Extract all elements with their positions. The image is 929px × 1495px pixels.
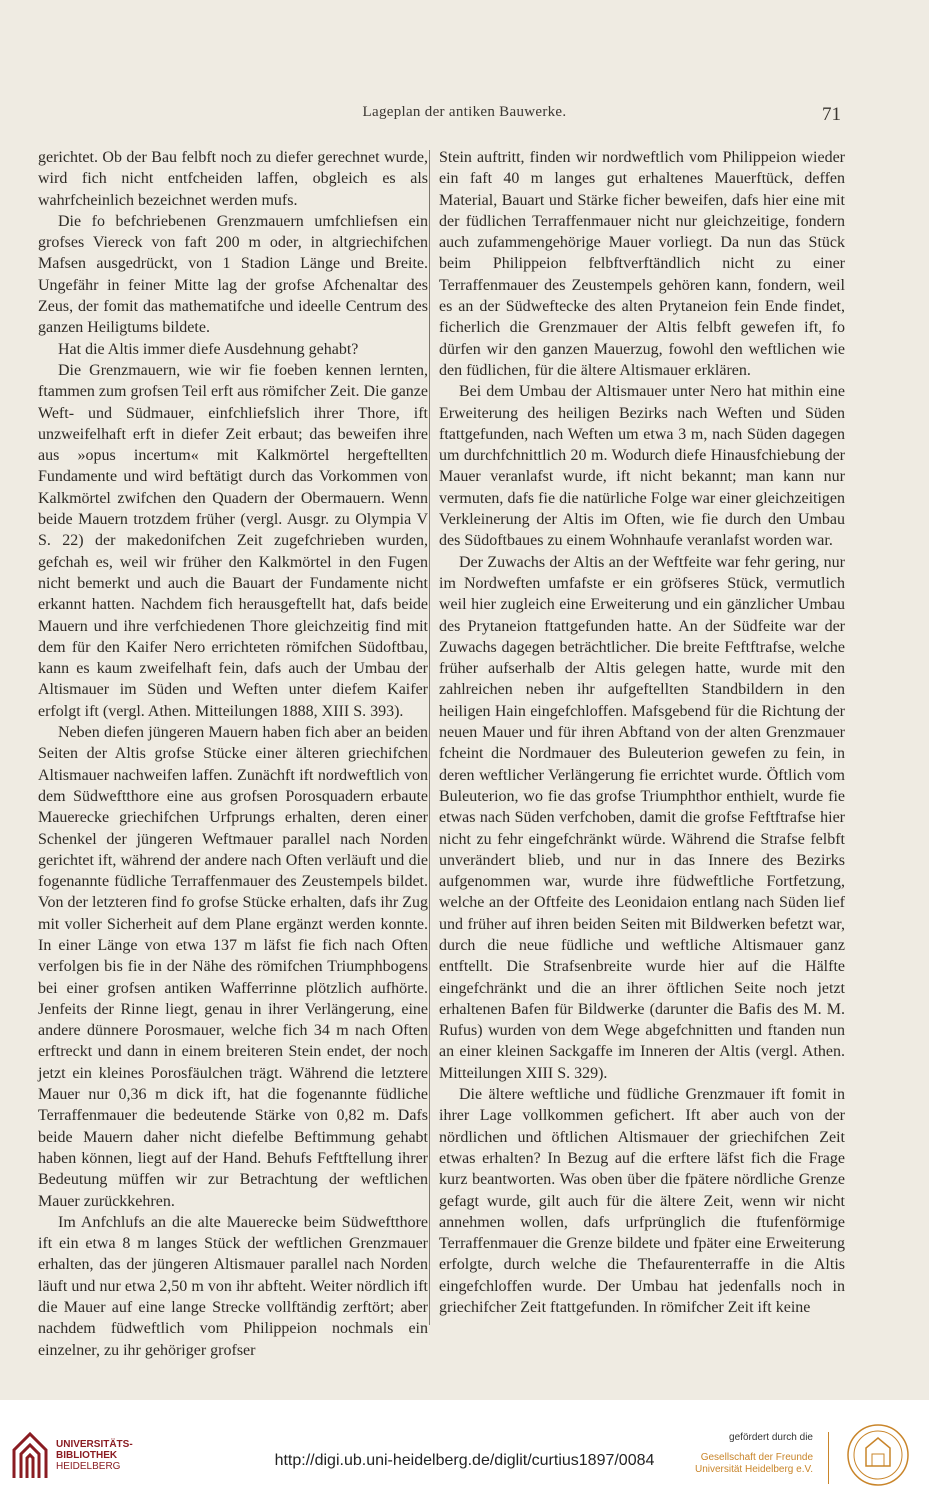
university-seal-icon bbox=[841, 1422, 915, 1488]
library-line: UNIVERSITÄTS- bbox=[56, 1439, 133, 1450]
paragraph: Die fo befchriebenen Grenzmauern umfchliefsen ein grofses Viereck von faft 200 m oder, in altgriechifchen Mafsen ausgedrückt, von 1 Stadion Länge und Breite. Ungefähr in feiner Mitte lag der grofse Afchenaltar des Zeus, der fomit das mathematifche und ideelle Centrum des ganzen Heiligtums bildete. bbox=[38, 212, 428, 337]
column-divider bbox=[429, 150, 430, 1325]
paragraph: Im Anfchlufs an die alte Mauerecke beim Südweftthore ift ein etwa 8 m langes Stück der weftlichen Grenzmauer erhalten, das der jüngeren Altismauer parallel nach Norden läuft und nur etwa 2,50 m von ihr abfteht. Weiter nördlich ift die Mauer auf eine lange Strecke vollftändig zerftört; aber nachdem füdweftlich vom Philippeion nochmals ein einzelner, zu ihr gehöriger grofser bbox=[38, 1213, 428, 1359]
sponsor-org: Universität Heidelberg e.V. bbox=[694, 1464, 813, 1475]
right-column bbox=[439, 147, 845, 1318]
paragraph: Stein auftritt, finden wir nordweftlich vom Philippeion wieder ein faft 40 m langes gut erhaltenes Mauerftück, deffen Material, Bauart und Stärke ficher beweifen, dafs hier eine mit der füdlichen Terraffenmauer nicht nur gleichzeitige, fondern auch zufammengehörige Mauer vorliegt. Da nun das Stück beim Philippeion felbftverftändlich nicht zu einer Terraffenmauer des Zeustempels gehören kann, fondern, weil es an der Südweftecke des alten Prytaneion fein Ende findet, ficherlich die Grenzmauer der Altis felbft gewefen ift, fo dürfen wir den ganzen Mauerzug, fowohl den weftlichen wie den füdlichen, für die ältere Altismauer erklären. bbox=[439, 149, 845, 379]
paragraph: Die ältere weftliche und füdliche Grenzmauer ift fomit in ihrer Lage vollkommen gefichert. Ift aber auch von der nördlichen und öftlichen Altismauer der griechifchen Zeit etwas erhalten? In Bezug auf die erftere läfst fich die Frage kurz beantworten. Was oben über die fpätere nördliche Grenze gefagt wurde, gilt auch für die ältere Zeit, wenn wir nicht annehmen wollen, dafs urfprünglich die ftufenförmige Terraffenmauer die Grenze bildete und fpäter eine Erweiterung erfolgte, durch welche die Thefaurenterraffe in die Altis eingefchloffen wurde. Der Umbau hat jedenfalls noch in griechifcher Zeit ftattgefunden. In römifcher Zeit ift keine bbox=[439, 1086, 845, 1317]
library-line: BIBLIOTHEK bbox=[56, 1450, 118, 1461]
paragraph: Bei dem Umbau der Altismauer unter Nero hat mithin eine Erweiterung des heiligen Bezirks nach Weften und Süden ftattgefunden, nach Weften um etwa 3 m, nach Süden dagegen um durchfchnittlich 20 m. Wodurch diefe Hinausfchiebung der Mauer veranlafst wurde, ift nicht bekannt; man kann nur vermuten, dafs fie die natürliche Folge war einer gleichzeitigen Verkleinerung der Altis im Often, wie fie durch den Umbau des Südoftbaues zu einem Wohnhaufe veranlafst worden war. bbox=[439, 383, 845, 550]
sponsor-divider bbox=[828, 1432, 829, 1484]
permalink-url[interactable]: http://digi.ub.uni-heidelberg.de/diglit/curtius1897/0084 bbox=[274, 1452, 655, 1469]
running-title: Lageplan der antiken Bauwerke. bbox=[362, 104, 567, 120]
library-line: HEIDELBERG bbox=[56, 1461, 121, 1472]
sponsor-org: Gesellschaft der Freunde bbox=[700, 1452, 813, 1463]
paragraph: Hat die Altis immer diefe Ausdehnung gehabt? bbox=[58, 340, 359, 358]
sponsor-lead: gefördert durch die bbox=[729, 1432, 813, 1443]
paragraph: gerichtet. Ob der Bau felbft noch zu diefer gerechnet wurde, wird fich nicht entfcheiden laffen, obgleich es als wahrfcheinlich bezeichnet werden mufs. bbox=[38, 149, 428, 209]
paragraph: Der Zuwachs der Altis an der Weftfeite war fehr gering, nur im Nordweften umfafste er ein gröfseres Stück, vermutlich weil hier zugleich eine Erweiterung und ein gänzlicher Umbau des Prytaneion ftattgefunden hatte. An der Südfeite war der Zuwachs dagegen beträchtlicher. Die breite Feftftrafse, welche früher aufserhalb der Altis gelegen hatte, wurde mit den zahlreichen neben ihr aufgeftellten Standbildern in den heiligen Hain eingefchloffen. Mafsgebend für die Richtung der neuen Mauer und für ihren Abftand von der alten Grenzmauer fcheint die Nordmauer des Buleuterion gewefen zu fein, in deren weftlicher Verlängerung fie errichtet wurde. Öftlich vom Buleuterion, wo fie das grofse Triumphthor enthielt, wurde fie etwas nach Süden verfchoben, damit die grofse Feftftrafse hier nicht zu fehr eingefchränkt würde. Während die Strafse felbft unverändert blieb, und nur in das Innere des Bezirks aufgenommen war, wurde ihre füdweftliche Fortfetzung, welche an der Oftfeite des Leonidaion entlang nach Süden lief und früher auf ihren beiden Seiten mit Bildwerken befetzt war, durch die neue füdliche und weftliche Altismauer ganz entftellt. Die Strafsenbreite wurde hier auf die Hälfte eingefchränkt und die an ihrer öftlichen Seite noch jetzt erhaltenen Bafen für Bildwerke (darunter die Bafis des M. M. Rufus) wurden von dem Wege abgefchnitten und ftanden nun an einer kleinen Sackgaffe im Inneren der Altis (vergl. Athen. Mitteilungen XIII S. 329). bbox=[439, 553, 845, 1082]
paragraph: Neben diefen jüngeren Mauern haben fich aber an beiden Seiten der Altis grofse Stücke einer älteren griechifchen Altismauer nachweifen laffen. Zunächft ift nordweftlich von dem Südweftthore eine aus grofsen Porosquadern erbaute Mauerecke griechifchen Urfprungs erhalten, deren einer Schenkel der jüngeren Weftmauer parallel nach Norden gerichtet ift, während der andere nach Often verläuft und die fogenannte füdliche Terraffenmauer des Zeustempels bildet. Von der letzteren find fo grofse Stücke erhalten, dafs ihr Zug mit voller Sicherheit auf dem Plane ergänzt werden konnte. In einer Länge von etwa 137 m läfst fie fich nach Often verfolgen bis fie in der Nähe des römifchen Triumphbogens bei einer grofsen antiken Wafferrinne plötzlich aufhörte. Jenfeits der Rinne liegt, genau in ihrer Verlängerung, eine andere dünnere Porosmauer, welche fich 34 m nach Often erftreckt und dann in einem breiteren Stein endet, der noch jetzt ein kleines Porosfäulchen trägt. Während die letztere Mauer nur 0,36 m dick ift, hat die fogenannte füdliche Terraffenmauer die bedeutende Stärke von 0,82 m. Dafs beide Mauern daher nicht diefelbe Beftimmung gehabt haben können, liegt auf der Hand. Behufs Feftftellung ihrer Bedeutung müffen wir zur Betrachtung der weftlichen Mauer zurückkehren. bbox=[38, 724, 428, 1210]
page-number: 71 bbox=[822, 104, 841, 125]
paragraph: Die Grenzmauern, wie wir fie foeben kennen lernten, ftammen zum grofsen Teil erft aus römifcher Zeit. Die ganze Weft- und Südmauer, einfchliefslich ihrer Thore, ift unzweifelhaft erft in diefer Zeit erbaut; das beweifen ihre aus »opus incertum« mit Kalkmörtel hergeftellten Fundamente und wird beftätigt durch das Vorkommen von Kalkmörtel zwifchen den Quadern der Obermauern. Wenn beide Mauern trotzdem früher (vergl. Ausgr. zu Olympia V S. 22) der makedonifchen Zeit zugefchrieben wurden, gefchah es, weil wir früher den Kalkmörtel in den Fugen nicht bemerkt und auch die Bauart der Fundamente nicht erkannt hatten. Nachdem fich herausgeftellt hat, dafs beide Mauern und ihre verfchiedenen Thore gleichzeitig find mit dem für den Kaifer Nero errichteten römifchen Südoftbau, kann es kaum zweifelhaft fein, dafs auch der Umbau der Altismauer im Süden und Weften unter diefem Kaifer erfolgt ift (vergl. Athen. Mitteilungen 1888, XIII S. 393). bbox=[38, 361, 428, 720]
sponsor-block bbox=[695, 1432, 813, 1476]
left-column bbox=[38, 147, 428, 1361]
